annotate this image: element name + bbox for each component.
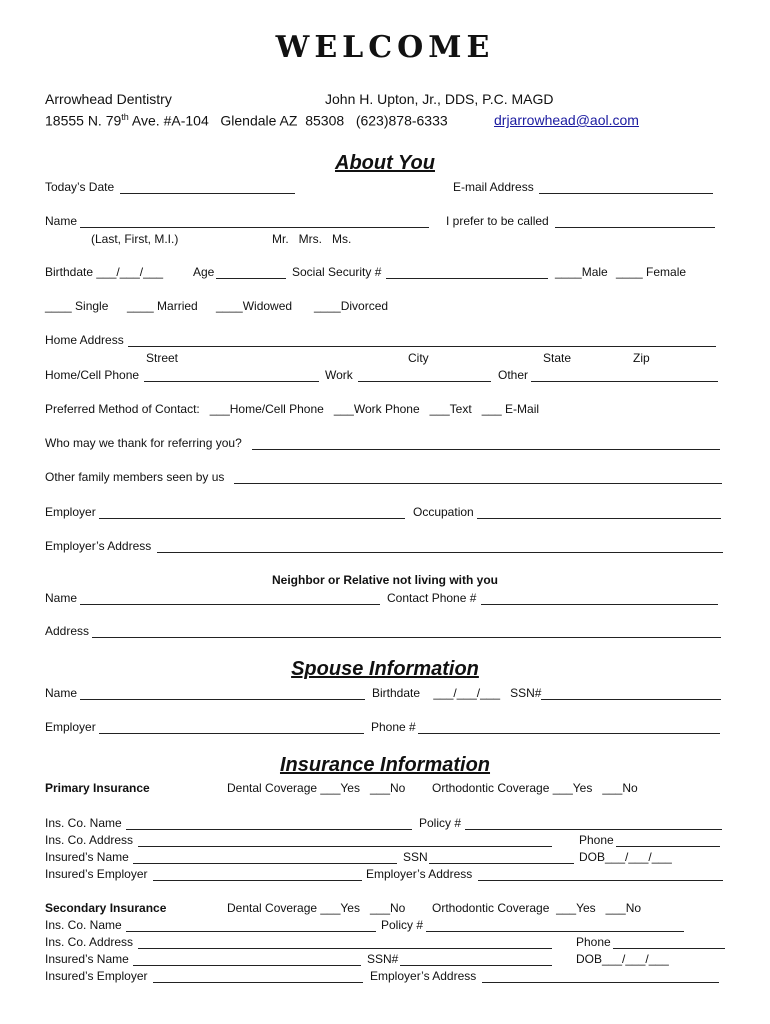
work-phone-label: Work: [325, 368, 353, 382]
secondary-insured-employer-label: Insured’s Employer: [45, 969, 148, 983]
secondary-policy-field[interactable]: [426, 931, 684, 932]
secondary-insurance-label: Secondary Insurance: [45, 901, 167, 915]
email-address-field[interactable]: [539, 193, 713, 194]
primary-insurance-label: Primary Insurance: [45, 781, 150, 795]
name-hint: (Last, First, M.I.): [91, 232, 179, 246]
primary-employer-address-field[interactable]: [478, 880, 723, 881]
referral-field[interactable]: [252, 449, 720, 450]
secondary-phone-field[interactable]: [613, 948, 725, 949]
employer-label: Employer: [45, 505, 96, 519]
spouse-birthdate-ssn[interactable]: Birthdate ___/___/___ SSN#: [372, 686, 542, 700]
preferred-contact[interactable]: Preferred Method of Contact: ___Home/Cell Phone ___Work Phone ___Text ___ E-Mail: [45, 402, 540, 416]
spouse-phone-label: Phone #: [371, 720, 416, 734]
primary-ins-name-label: Ins. Co. Name: [45, 816, 122, 830]
occupation-label: Occupation: [413, 505, 474, 519]
secondary-ins-address-field[interactable]: [138, 948, 552, 949]
secondary-dental-coverage[interactable]: Dental Coverage ___Yes ___No: [227, 901, 406, 915]
email-link[interactable]: drjarrowhead@aol.com: [494, 112, 639, 128]
about-you-heading: About You: [335, 152, 435, 174]
spouse-employer-field[interactable]: [99, 733, 364, 734]
primary-phone-field[interactable]: [616, 846, 720, 847]
practice-address: 18555 N. 79th Ave. #A-104 Glendale AZ 85308 (623)878-6333: [45, 112, 448, 129]
employer-field[interactable]: [99, 518, 405, 519]
male-option[interactable]: ____Male: [555, 265, 608, 279]
secondary-ssn-label: SSN#: [367, 952, 399, 966]
primary-ssn-field[interactable]: [429, 863, 574, 864]
primary-ortho-coverage[interactable]: Orthodontic Coverage ___Yes ___No: [432, 781, 638, 795]
other-phone-field[interactable]: [531, 381, 718, 382]
family-field[interactable]: [234, 483, 722, 484]
secondary-policy-label: Policy #: [381, 918, 424, 932]
spouse-phone-field[interactable]: [418, 733, 720, 734]
title-options[interactable]: Mr. Mrs. Ms.: [272, 232, 352, 246]
neighbor-address-label: Address: [45, 624, 90, 638]
widowed-option[interactable]: ____Widowed: [216, 299, 293, 313]
primary-policy-label: Policy #: [419, 816, 462, 830]
todays-date-field[interactable]: [120, 193, 295, 194]
secondary-dob[interactable]: DOB___/___/___: [576, 952, 669, 966]
primary-ssn-label: SSN: [403, 850, 428, 864]
doctor-name: John H. Upton, Jr., DDS, P.C. MAGD: [325, 91, 554, 107]
referral-label: Who may we thank for referring you?: [45, 436, 242, 450]
primary-insured-name-field[interactable]: [133, 863, 397, 864]
primary-ins-name-field[interactable]: [126, 829, 412, 830]
home-address-label: Home Address: [45, 333, 124, 347]
spouse-name-field[interactable]: [80, 699, 365, 700]
female-option[interactable]: ____ Female: [616, 265, 687, 279]
secondary-employer-address-field[interactable]: [482, 982, 719, 983]
secondary-insured-name-label: Insured’s Name: [45, 952, 129, 966]
spouse-heading: Spouse Information: [291, 658, 479, 680]
employer-address-label: Employer’s Address: [45, 539, 152, 553]
primary-phone-label: Phone: [579, 833, 614, 847]
home-phone-field[interactable]: [144, 381, 319, 382]
street-hint: Street: [146, 351, 179, 365]
secondary-ins-name-label: Ins. Co. Name: [45, 918, 122, 932]
home-phone-label: Home/Cell Phone: [45, 368, 140, 382]
primary-employer-address-label: Employer’s Address: [366, 867, 473, 881]
spouse-employer-label: Employer: [45, 720, 96, 734]
age-label: Age: [193, 265, 215, 279]
secondary-ssn-field[interactable]: [400, 965, 552, 966]
contact-phone-label: Contact Phone #: [387, 591, 477, 605]
page-title: WELCOME: [275, 30, 495, 65]
neighbor-name-field[interactable]: [80, 604, 380, 605]
primary-ins-address-label: Ins. Co. Address: [45, 833, 134, 847]
spouse-ssn-field[interactable]: [541, 699, 721, 700]
neighbor-heading: Neighbor or Relative not living with you: [271, 573, 498, 587]
ssn-field[interactable]: [386, 278, 548, 279]
primary-dental-coverage[interactable]: Dental Coverage ___Yes ___No: [227, 781, 406, 795]
contact-phone-field[interactable]: [481, 604, 718, 605]
prefer-called-field[interactable]: [555, 227, 715, 228]
married-option[interactable]: ____ Married: [127, 299, 198, 313]
ssn-label: Social Security #: [292, 265, 382, 279]
employer-address-field[interactable]: [157, 552, 723, 553]
secondary-insured-employer-field[interactable]: [153, 982, 363, 983]
secondary-insured-name-field[interactable]: [133, 965, 361, 966]
work-phone-field[interactable]: [358, 381, 491, 382]
name-label: Name: [45, 214, 78, 228]
neighbor-address-field[interactable]: [92, 637, 721, 638]
primary-policy-field[interactable]: [465, 829, 722, 830]
zip-hint: Zip: [633, 351, 650, 365]
secondary-employer-address-label: Employer’s Address: [370, 969, 477, 983]
home-address-field[interactable]: [128, 346, 716, 347]
divorced-option[interactable]: ____Divorced: [314, 299, 389, 313]
state-hint: State: [543, 351, 572, 365]
secondary-phone-label: Phone: [576, 935, 611, 949]
primary-insured-employer-field[interactable]: [153, 880, 362, 881]
primary-insured-name-label: Insured’s Name: [45, 850, 129, 864]
practice-name: Arrowhead Dentistry: [45, 91, 172, 107]
primary-insured-employer-label: Insured’s Employer: [45, 867, 148, 881]
spouse-name-label: Name: [45, 686, 78, 700]
name-field[interactable]: [80, 227, 429, 228]
insurance-heading: Insurance Information: [279, 754, 491, 776]
birthdate-label[interactable]: Birthdate ___/___/___: [45, 265, 164, 279]
primary-dob[interactable]: DOB___/___/___: [579, 850, 672, 864]
single-option[interactable]: ____ Single: [45, 299, 109, 313]
family-label: Other family members seen by us: [45, 470, 225, 484]
email-address-label: E-mail Address: [453, 180, 534, 194]
secondary-ins-address-label: Ins. Co. Address: [45, 935, 134, 949]
city-hint: City: [408, 351, 429, 365]
primary-ins-address-field[interactable]: [138, 846, 552, 847]
secondary-ins-name-field[interactable]: [126, 931, 376, 932]
age-field[interactable]: [216, 278, 286, 279]
occupation-field[interactable]: [477, 518, 721, 519]
todays-date-label: Today’s Date: [45, 180, 115, 194]
prefer-called-label: I prefer to be called: [446, 214, 549, 228]
secondary-ortho-coverage[interactable]: Orthodontic Coverage ___Yes ___No: [432, 901, 642, 915]
other-phone-label: Other: [498, 368, 529, 382]
neighbor-name-label: Name: [45, 591, 78, 605]
